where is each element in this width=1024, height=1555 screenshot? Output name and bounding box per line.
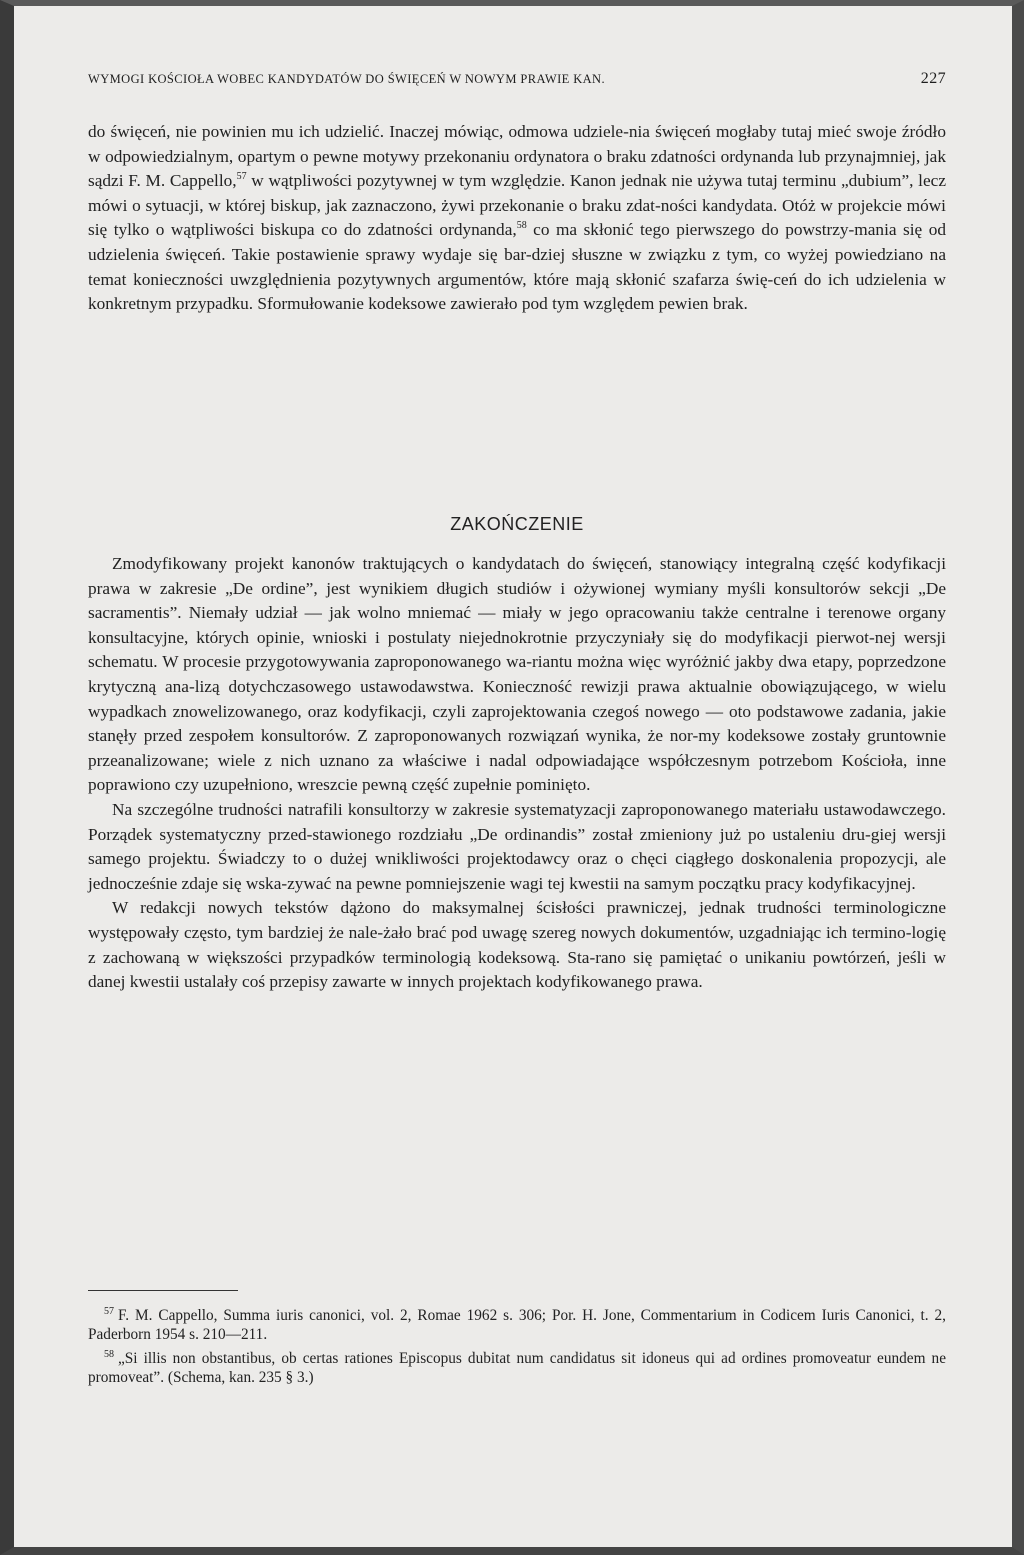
footnote-ref-57: 57 (236, 171, 247, 183)
intro-text-a: do święceń, nie powinien mu ich udzielić. Inaczej mówiąc, odmowa udziele-nia święceń mogłaby tutaj mieć swoje źródło w odpowiedzialnym, opartym o pewne motywy przekonaniu ordynatora o braku zdatności ordynanda lub przynajmniej, jak sądzi F. M. Cappello, (88, 122, 946, 191)
footnote-text: „Si illis non obstantibus, ob certas rationes Episcopus dubitat num candidatus sit idoneus qui ad ordines promoveatur eundem ne promoveat”. (Schema, kan. 235 § 3.) (88, 1350, 946, 1386)
footnote-number: 57 (104, 1306, 114, 1317)
footnotes (88, 1303, 946, 1389)
footnote (88, 1303, 946, 1344)
section-paragraph: Na szczególne trudności natrafili konsultorzy w zakresie systematyzacji zaproponowanego materiału ustawodawczego. Porządek systematyczny przed-stawionego rozdziału „De ordinandis” został zmieniony już po ustaleniu dru-giej wersji samego projektu. Świadczy to o dużej wnikliwości projektodawcy oraz o chęci ciągłego doskonalenia propozycji, ale jednocześnie zdaje się wska-zywać na pewne pomniejszenie wagi tej kwestii na samym początku pracy kodyfikacyjnej. (88, 799, 946, 893)
running-head-title: WYMOGI KOŚCIOŁA WOBEC KANDYDATÓW DO ŚWIĘCEŃ W NOWYM PRAWIE KAN. (88, 72, 605, 86)
intro-paragraph (88, 120, 946, 317)
page-number: 227 (920, 70, 946, 87)
intro-text-b: w wątpliwości pozytywnej w tym względzie. Kanon jednak nie używa tutaj terminu „dubium”, lecz mówi o sytuacji, w której biskup, jak zaznaczono, żywi przekonanie o braku zdat-ności kandydata. Otóż w projekcie mówi się tylko o wątpliwości biskupa co do zdatności ordynanda, (88, 171, 946, 240)
main-text (88, 120, 946, 992)
section-paragraph: Zmodyfikowany projekt kanonów traktujących o kandydatach do święceń, stanowiący integralną część kodyfikacji prawa w zakresie „De ordine”, jest wynikiem długich studiów i ożywionej wymiany myśli konsultorów sekcji „De sacramentis”. Niemały udział — jak wolno mniemać — miały w jego opracowaniu także centralne i terenowe organy konsultacyjne, których opinie, wnioski i postulaty niejednokrotnie przyczyniały się do modyfikacji pierwot-nej wersji schematu. W procesie przygotowywania zaproponowanego wa-riantu można więc wyróżnić jakby dwa etapy, poprzedzone krytyczną ana-lizą dotychczasowego ustawodawstwa. Konieczność rewizji prawa aktualnie obowiązującego, w wielu wypadkach znowelizowanego, oraz kodyfikacji, czyli zaprojektowania czegoś nowego — oto podstawowe zadania, jakie stanęły przed zespołem konsultorów. Z zaproponowanych rozwiązań wynika, że nor-my kodeksowe zostały gruntownie przeanalizowane; wiele z nich uznano za właściwe i nadal odpowiadające współczesnym potrzebom Kościoła, inne poprawiono czy uzupełniono, wreszcie pewną część zupełnie pominięto. (88, 554, 946, 795)
footnote-separator (88, 1290, 238, 1291)
intro-text-c: co ma skłonić tego pierwszego do powstrzy-mania się od udzielenia święceń. Takie postawienie sprawy wydaje się bar-dziej słuszne w związku z tym, co wyżej powiedziano na temat konieczności uwzględnienia pozytywnych argumentów, które mają skłonić szafarza świę-ceń do ich udzielenia w konkretnym przypadku. Sformułowanie kodeksowe zawierało pod tym względem pewien brak. (88, 220, 946, 314)
footnote-number: 58 (104, 1349, 114, 1361)
footnote-text: F. M. Cappello, Summa iuris canonici, vol. 2, Romae 1962 s. 306; Por. H. Jone, Commentarium in Codicem Iuris Canonici, t. 2, Paderborn 1954 s. 210—211. (88, 1307, 946, 1343)
section-body (88, 552, 946, 995)
footnote (88, 1346, 946, 1387)
section-heading: ZAKOŃCZENIE (450, 514, 584, 534)
footnote-ref-58: 58 (516, 220, 527, 232)
section-paragraph: W redakcji nowych tekstów dążono do maksymalnej ścisłości prawniczej, jednak trudności terminologiczne występowały często, tym bardziej że nale-żało brać pod uwagę szereg nowych dokumentów, uzgadniając ich termino-logię z zachowaną w większości przypadków terminologią kodeksową. Sta-rano się pamiętać o unikaniu powtórzeń, jeśli w danej kwestii ustalały coś przepisy zawarte w innych projektach kodyfikowanego prawa. (88, 898, 946, 992)
